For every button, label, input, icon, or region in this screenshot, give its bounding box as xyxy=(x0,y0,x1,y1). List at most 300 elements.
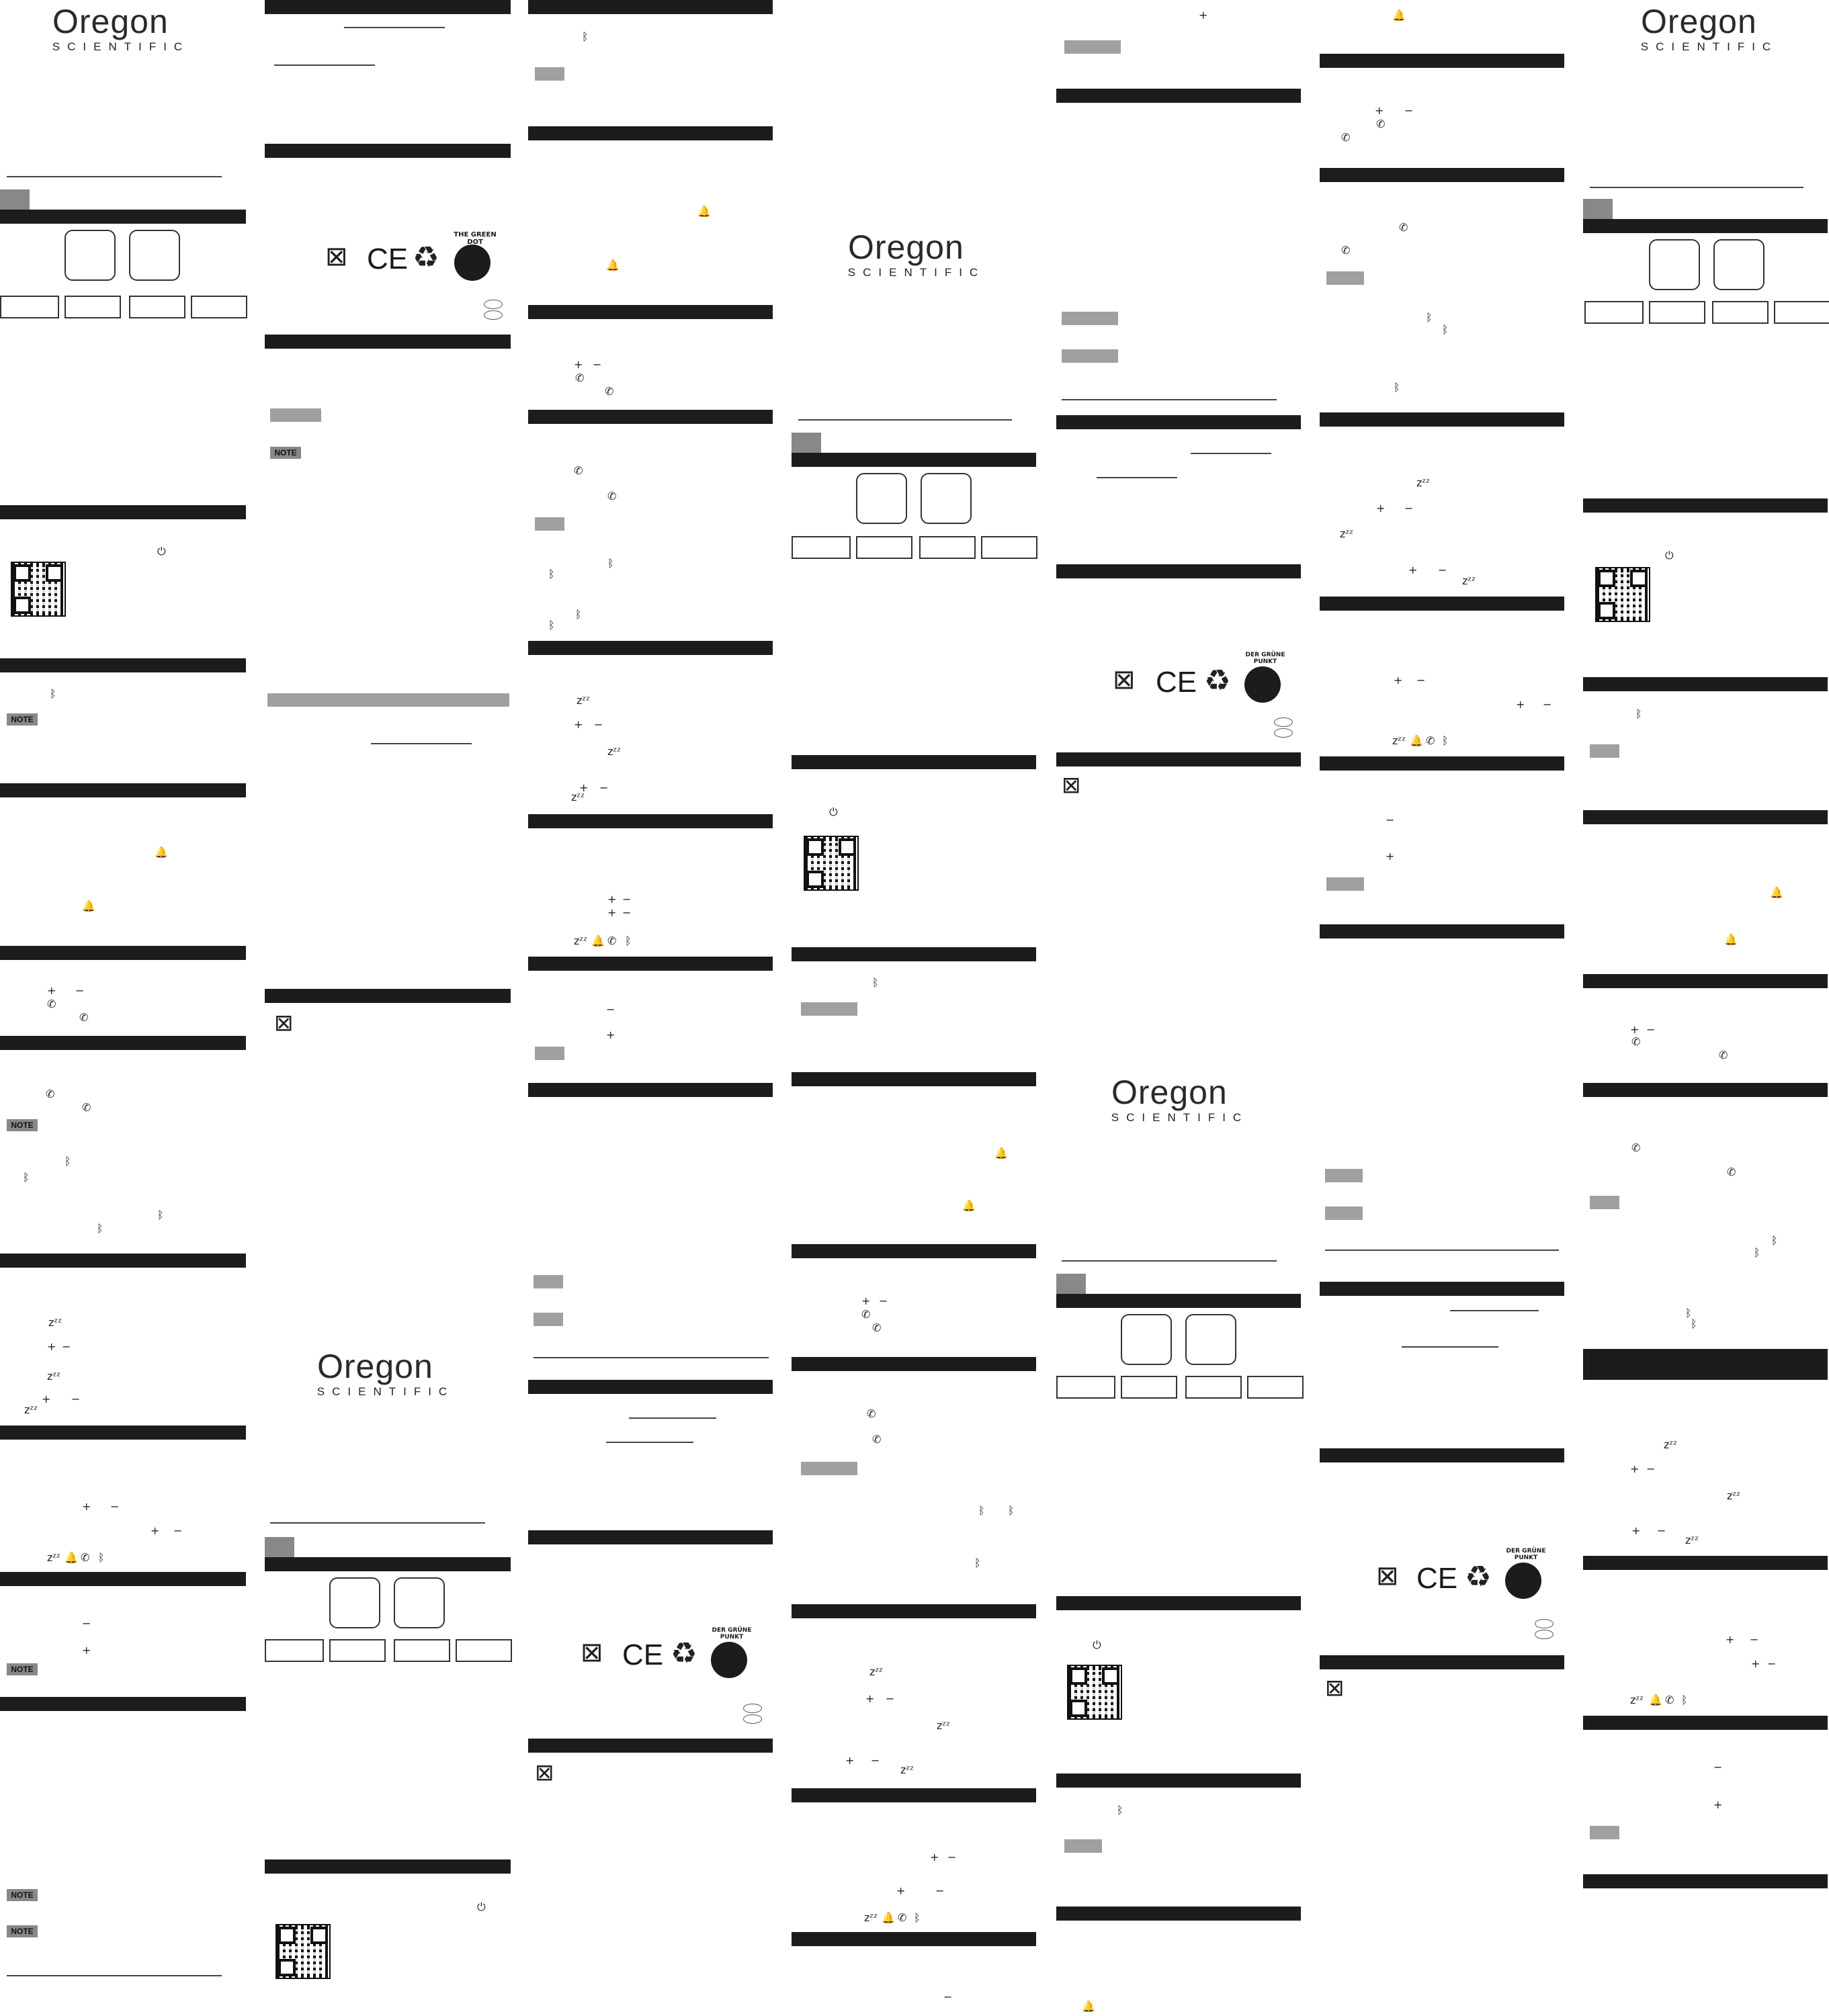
section-header-bar xyxy=(1583,1716,1828,1730)
gray-label xyxy=(1590,744,1619,758)
section-header-bar xyxy=(792,947,1036,961)
phone-icon: ✆ xyxy=(607,934,617,947)
section-header-bar xyxy=(792,453,1036,467)
power-icon: ⏻ xyxy=(1093,1638,1101,1651)
section-header-bar xyxy=(528,0,773,14)
divider xyxy=(1191,453,1271,454)
bell-icon: 🔔 xyxy=(1649,1694,1662,1706)
minus-icon: − xyxy=(1404,502,1414,515)
minus-icon: − xyxy=(110,1500,120,1513)
plus-icon: + xyxy=(607,906,617,919)
note-label: NOTE xyxy=(7,713,38,726)
ce-mark: CE xyxy=(622,1638,664,1671)
gray-label xyxy=(1590,1196,1619,1209)
section-header-bar xyxy=(0,1572,246,1586)
phone-icon: ✆ xyxy=(1399,221,1408,234)
column-5 xyxy=(1055,0,1318,2016)
section-header-bar xyxy=(265,1557,511,1571)
phone-icon: ✆ xyxy=(1727,1166,1736,1178)
divider xyxy=(270,1522,485,1524)
weee-bin-icon: ⊠ xyxy=(274,1010,294,1037)
oval-mark xyxy=(743,1704,762,1713)
power-icon: ⏻ xyxy=(477,1900,486,1913)
section-header-bar xyxy=(0,783,246,797)
bluetooth-icon: ᛒ xyxy=(974,1557,981,1569)
minus-icon: − xyxy=(1543,698,1552,711)
plus-icon: + xyxy=(1713,1798,1723,1811)
green-dot-label: DER GRÜNE PUNKT xyxy=(1245,652,1285,665)
device-buttons-image xyxy=(1121,1376,1177,1399)
section-header-bar xyxy=(1320,168,1564,182)
snooze-icon: zᶻᶻ xyxy=(607,745,622,758)
phone-icon: ✆ xyxy=(867,1407,876,1420)
section-header-bar xyxy=(0,658,246,672)
device-controls-image xyxy=(1185,1376,1242,1399)
brand-logo: Oregon SCIENTIFIC xyxy=(1640,3,1779,53)
bluetooth-icon: ᛒ xyxy=(978,1504,985,1517)
device-front-image xyxy=(1121,1314,1172,1365)
bluetooth-icon: ᛒ xyxy=(1442,323,1449,336)
weee-bin-icon: ⊠ xyxy=(535,1759,554,1786)
plus-icon: + xyxy=(865,1692,875,1705)
snooze-icon: zᶻᶻ xyxy=(1416,476,1431,489)
oval-mark xyxy=(1535,1630,1554,1639)
section-header-bar xyxy=(1056,415,1301,429)
device-buttons-image xyxy=(1649,301,1705,324)
divider xyxy=(371,743,472,744)
minus-icon: − xyxy=(879,1295,888,1307)
minus-icon: − xyxy=(1646,1023,1656,1036)
section-header-bar xyxy=(1056,1294,1301,1308)
green-dot-logo xyxy=(1238,652,1293,707)
bluetooth-icon: ᛒ xyxy=(1681,1694,1688,1706)
bell-icon: 🔔 xyxy=(155,846,168,859)
section-header-bar xyxy=(0,1254,246,1268)
plus-icon: + xyxy=(1516,698,1525,711)
phone-icon: ✆ xyxy=(1426,734,1435,747)
section-header-bar xyxy=(1056,752,1301,766)
device-ports-image xyxy=(981,536,1037,559)
gray-label xyxy=(1325,1169,1363,1182)
section-header-bar xyxy=(265,335,511,349)
section-header-bar xyxy=(528,814,773,828)
plus-icon: + xyxy=(1631,1524,1641,1537)
section-header-bar xyxy=(528,1083,773,1097)
gray-label xyxy=(1062,349,1118,363)
section-header-bar xyxy=(1583,677,1828,691)
phone-icon: ✆ xyxy=(898,1911,907,1924)
section-header-bar xyxy=(1583,1556,1828,1570)
weee-bin-icon: ⊠ xyxy=(1113,664,1136,695)
bluetooth-icon: ᛒ xyxy=(1691,1317,1697,1330)
device-front-image xyxy=(856,473,907,524)
section-header-bar xyxy=(1583,219,1828,233)
phone-icon: ✆ xyxy=(1631,1035,1641,1048)
plus-icon: + xyxy=(579,781,589,794)
snooze-icon: zᶻᶻ xyxy=(577,694,591,707)
minus-icon: − xyxy=(1750,1633,1759,1646)
green-dot-label: DER GRÜNE PUNKT xyxy=(712,1627,752,1640)
bluetooth-icon: ᛒ xyxy=(98,1551,105,1564)
section-header-bar xyxy=(1056,1773,1301,1788)
power-icon: ⏻ xyxy=(1665,549,1674,562)
device-side-image xyxy=(0,296,59,318)
device-ports-image xyxy=(456,1639,512,1662)
minus-icon: − xyxy=(606,1003,615,1016)
oval-mark xyxy=(743,1714,762,1724)
device-side-image xyxy=(1056,1376,1115,1399)
divider xyxy=(7,1975,222,1976)
bluetooth-icon: ᛒ xyxy=(575,608,582,621)
minus-icon: − xyxy=(75,984,85,997)
note-label: NOTE xyxy=(7,1119,38,1131)
phone-icon: ✆ xyxy=(1376,118,1386,130)
divider xyxy=(629,1417,716,1419)
bell-icon: 🔔 xyxy=(1724,933,1738,946)
section-header-bar xyxy=(1320,1655,1564,1669)
language-tab xyxy=(792,433,821,453)
phone-icon: ✆ xyxy=(79,1011,89,1024)
phone-icon: ✆ xyxy=(1665,1694,1674,1706)
device-back-image xyxy=(1185,1314,1236,1365)
column-7 xyxy=(1582,0,1829,2016)
bell-icon: 🔔 xyxy=(994,1147,1008,1159)
section-header-bar xyxy=(0,1036,246,1050)
bluetooth-icon: ᛒ xyxy=(1771,1234,1778,1247)
gray-label xyxy=(1325,1207,1363,1220)
plus-icon: + xyxy=(896,1884,906,1897)
note-label: NOTE xyxy=(7,1889,38,1901)
plus-icon: + xyxy=(82,1500,91,1513)
bluetooth-icon: ᛒ xyxy=(582,30,589,43)
bluetooth-icon: ᛒ xyxy=(1426,311,1433,324)
brand-logo: Oregon SCIENTIFIC xyxy=(52,3,190,53)
divider xyxy=(1062,399,1277,400)
gray-label xyxy=(1062,312,1118,325)
column-6 xyxy=(1318,0,1582,2016)
section-header-bar xyxy=(528,957,773,971)
minus-icon: − xyxy=(871,1754,880,1767)
power-icon: ⏻ xyxy=(157,545,166,558)
plus-icon: + xyxy=(1630,1023,1640,1036)
section-header-bar xyxy=(792,1604,1036,1618)
bluetooth-icon: ᛒ xyxy=(1442,734,1449,747)
phone-icon: ✆ xyxy=(1341,244,1351,257)
plus-icon: + xyxy=(930,1851,939,1864)
divider xyxy=(7,176,222,177)
device-controls-image xyxy=(919,536,976,559)
language-tab xyxy=(1583,199,1613,219)
device-ports-image xyxy=(191,296,247,318)
bell-icon: 🔔 xyxy=(1410,734,1423,747)
weee-bin-icon: ⊠ xyxy=(325,241,348,272)
device-controls-image xyxy=(129,296,185,318)
plus-icon: + xyxy=(1408,564,1418,576)
plus-icon: + xyxy=(845,1754,855,1767)
note-label: NOTE xyxy=(7,1925,38,1937)
gray-label xyxy=(535,517,564,531)
snooze-icon: zᶻᶻ xyxy=(864,1911,878,1924)
minus-icon: − xyxy=(173,1524,183,1537)
bluetooth-icon: ᛒ xyxy=(97,1222,103,1235)
section-header-bar xyxy=(792,1932,1036,1946)
section-header-bar xyxy=(528,641,773,655)
bell-icon: 🔔 xyxy=(1082,2000,1095,2013)
device-ports-image xyxy=(1774,301,1829,324)
gray-label xyxy=(535,67,564,81)
gray-label xyxy=(535,1047,564,1060)
minus-icon: − xyxy=(82,1617,91,1630)
device-ports-image xyxy=(1247,1376,1304,1399)
divider xyxy=(344,27,445,28)
minus-icon: − xyxy=(943,1990,953,2003)
divider xyxy=(606,1442,693,1443)
snooze-icon: zᶻᶻ xyxy=(1392,734,1406,747)
section-header-bar xyxy=(0,505,246,519)
gray-label xyxy=(270,408,321,422)
recycle-icon: ♻ xyxy=(413,240,439,275)
section-header-bar xyxy=(792,1244,1036,1258)
minus-icon: − xyxy=(622,906,632,919)
device-front-image xyxy=(1649,239,1700,290)
qr-code xyxy=(1595,567,1650,622)
plus-icon: + xyxy=(1751,1657,1760,1670)
column-3 xyxy=(528,0,792,2016)
section-header-bar xyxy=(792,1788,1036,1802)
section-header-bar xyxy=(528,1530,773,1544)
snooze-icon: zᶻᶻ xyxy=(24,1403,38,1416)
device-controls-image xyxy=(394,1639,450,1662)
bluetooth-icon: ᛒ xyxy=(548,568,555,580)
green-dot-logo xyxy=(1498,1548,1554,1603)
snooze-icon: zᶻᶻ xyxy=(869,1665,884,1678)
minus-icon: − xyxy=(1767,1657,1777,1670)
section-header-bar xyxy=(0,946,246,960)
bluetooth-icon: ᛒ xyxy=(607,557,614,570)
divider xyxy=(1402,1346,1498,1348)
ce-mark: CE xyxy=(367,243,409,275)
divider xyxy=(798,419,1012,421)
divider xyxy=(534,1357,769,1358)
device-side-image xyxy=(265,1639,324,1662)
section-header-bar xyxy=(1056,1907,1301,1921)
column-4 xyxy=(792,0,1055,2016)
divider xyxy=(274,64,375,66)
green-dot-logo xyxy=(449,231,501,283)
snooze-icon: zᶻᶻ xyxy=(48,1316,62,1329)
bell-icon: 🔔 xyxy=(962,1199,976,1212)
device-back-image xyxy=(129,230,180,281)
ce-mark: CE xyxy=(1156,666,1197,699)
gray-band xyxy=(267,693,509,707)
snooze-icon: zᶻᶻ xyxy=(1340,527,1354,540)
section-header-bar xyxy=(792,1357,1036,1371)
section-header-bar xyxy=(1583,1083,1828,1097)
bluetooth-icon: ᛒ xyxy=(1117,1804,1123,1816)
minus-icon: − xyxy=(62,1340,71,1353)
bell-icon: 🔔 xyxy=(82,900,95,912)
section-header-bar xyxy=(528,126,773,140)
minus-icon: − xyxy=(1713,1761,1723,1773)
column-2 xyxy=(263,0,527,2016)
minus-icon: − xyxy=(1404,104,1414,117)
device-buttons-image xyxy=(856,536,912,559)
qr-code xyxy=(1067,1665,1122,1720)
plus-icon: + xyxy=(47,1340,56,1353)
device-front-image xyxy=(329,1577,380,1628)
phone-icon: ✆ xyxy=(574,464,583,477)
bluetooth-icon: ᛒ xyxy=(157,1209,164,1221)
section-header-bar xyxy=(1583,498,1828,513)
gray-label xyxy=(801,1002,857,1016)
minus-icon: − xyxy=(1646,1462,1656,1475)
section-header-bar xyxy=(528,410,773,424)
section-header-bar xyxy=(0,1697,246,1711)
section-header-bar xyxy=(1583,810,1828,824)
ce-mark: CE xyxy=(1416,1562,1458,1595)
gray-label xyxy=(1590,1826,1619,1839)
plus-icon: + xyxy=(42,1393,51,1405)
plus-icon: + xyxy=(1376,502,1386,515)
bluetooth-icon: ᛒ xyxy=(1008,1504,1015,1517)
plus-icon: + xyxy=(1726,1633,1735,1646)
section-header-bar xyxy=(1583,1874,1828,1888)
oval-mark xyxy=(1535,1619,1554,1628)
section-header-bar xyxy=(265,989,511,1003)
bluetooth-icon: ᛒ xyxy=(23,1171,30,1184)
section-header-bar xyxy=(1056,564,1301,578)
device-front-image xyxy=(65,230,116,281)
gray-label xyxy=(1326,877,1364,891)
qr-code xyxy=(804,836,859,891)
recycle-icon: ♻ xyxy=(671,1636,697,1671)
gray-label xyxy=(1326,271,1364,285)
device-buttons-image xyxy=(65,296,121,318)
bluetooth-icon: ᛒ xyxy=(65,1155,71,1168)
plus-icon: + xyxy=(1386,850,1395,863)
plus-icon: + xyxy=(574,358,583,371)
recycle-icon: ♻ xyxy=(1204,664,1231,698)
bluetooth-icon: ᛒ xyxy=(1685,1307,1692,1319)
snooze-icon: zᶻᶻ xyxy=(937,1719,951,1732)
snooze-icon: zᶻᶻ xyxy=(47,1551,61,1564)
minus-icon: − xyxy=(599,781,609,794)
brand-logo: Oregon SCIENTIFIC xyxy=(847,228,986,279)
snooze-icon: zᶻᶻ xyxy=(47,1370,61,1383)
device-controls-image xyxy=(1712,301,1769,324)
plus-icon: + xyxy=(606,1028,615,1041)
language-tab xyxy=(265,1537,294,1557)
divider xyxy=(1450,1310,1539,1311)
plus-icon: + xyxy=(1199,9,1208,21)
plus-icon: + xyxy=(1630,1462,1640,1475)
snooze-icon: zᶻᶻ xyxy=(1727,1489,1741,1502)
device-buttons-image xyxy=(329,1639,386,1662)
bell-icon: 🔔 xyxy=(697,205,711,218)
phone-icon: ✆ xyxy=(605,385,614,398)
snooze-icon: zᶻᶻ xyxy=(900,1763,914,1776)
phone-icon: ✆ xyxy=(81,1551,90,1564)
green-dot-label: THE GREEN DOT xyxy=(454,231,497,246)
section-header-bar xyxy=(1320,597,1564,611)
gray-label xyxy=(534,1313,563,1326)
weee-bin-icon: ⊠ xyxy=(1062,772,1081,799)
section-header-bar xyxy=(0,1426,246,1440)
bluetooth-icon: ᛒ xyxy=(1635,707,1642,720)
section-header-bar xyxy=(265,1859,511,1874)
section-header-bar xyxy=(792,755,1036,769)
section-header-bar xyxy=(1583,1349,1828,1380)
section-header-bar xyxy=(1320,1282,1564,1296)
green-dot-logo xyxy=(704,1627,759,1682)
section-header-bar xyxy=(1320,924,1564,938)
qr-code xyxy=(11,562,66,617)
minus-icon: − xyxy=(622,893,632,906)
phone-icon: ✆ xyxy=(46,1088,55,1100)
brand-logo: Oregon SCIENTIFIC xyxy=(1111,1073,1249,1124)
phone-icon: ✆ xyxy=(1631,1141,1641,1154)
bluetooth-icon: ᛒ xyxy=(50,687,56,700)
oval-mark xyxy=(484,310,503,320)
bell-icon: 🔔 xyxy=(1770,886,1783,899)
bluetooth-icon: ᛒ xyxy=(625,934,632,947)
language-tab xyxy=(0,189,30,210)
column-1 xyxy=(0,0,263,2016)
oval-mark xyxy=(1274,728,1293,738)
plus-icon: + xyxy=(151,1524,160,1537)
language-tab xyxy=(1056,1274,1086,1294)
snooze-icon: zᶻᶻ xyxy=(574,934,588,947)
phone-icon: ✆ xyxy=(47,998,56,1010)
minus-icon: − xyxy=(71,1393,81,1405)
snooze-icon: zᶻᶻ xyxy=(1685,1534,1699,1546)
bluetooth-icon: ᛒ xyxy=(872,976,879,989)
divider xyxy=(1325,1250,1559,1251)
snooze-icon: zᶻᶻ xyxy=(1462,574,1476,587)
phone-icon: ✆ xyxy=(872,1321,882,1334)
divider xyxy=(1590,187,1803,188)
phone-icon: ✆ xyxy=(82,1101,91,1114)
device-back-image xyxy=(921,473,972,524)
section-header-bar xyxy=(1320,54,1564,68)
section-header-bar xyxy=(528,1380,773,1394)
plus-icon: + xyxy=(82,1644,91,1657)
phone-icon: ✆ xyxy=(872,1433,882,1446)
section-header-bar xyxy=(1320,412,1564,427)
section-header-bar xyxy=(528,305,773,319)
snooze-icon: zᶻᶻ xyxy=(571,791,585,803)
bell-icon: 🔔 xyxy=(591,934,605,947)
note-label: NOTE xyxy=(270,447,301,459)
bell-icon: 🔔 xyxy=(65,1551,78,1564)
device-side-image xyxy=(1584,301,1644,324)
plus-icon: + xyxy=(1394,674,1403,687)
snooze-icon: zᶻᶻ xyxy=(1630,1694,1644,1706)
bluetooth-icon: ᛒ xyxy=(914,1911,921,1924)
bluetooth-icon: ᛒ xyxy=(1394,381,1400,394)
phone-icon: ✆ xyxy=(861,1308,871,1321)
section-header-bar xyxy=(265,144,511,158)
divider xyxy=(1062,1260,1277,1262)
device-side-image xyxy=(792,536,851,559)
minus-icon: − xyxy=(947,1851,957,1864)
snooze-icon: zᶻᶻ xyxy=(1664,1438,1678,1451)
bluetooth-icon: ᛒ xyxy=(1754,1246,1760,1259)
plus-icon: + xyxy=(607,893,617,906)
power-icon: ⏻ xyxy=(829,805,838,818)
bell-icon: 🔔 xyxy=(606,259,620,271)
minus-icon: − xyxy=(593,358,602,371)
